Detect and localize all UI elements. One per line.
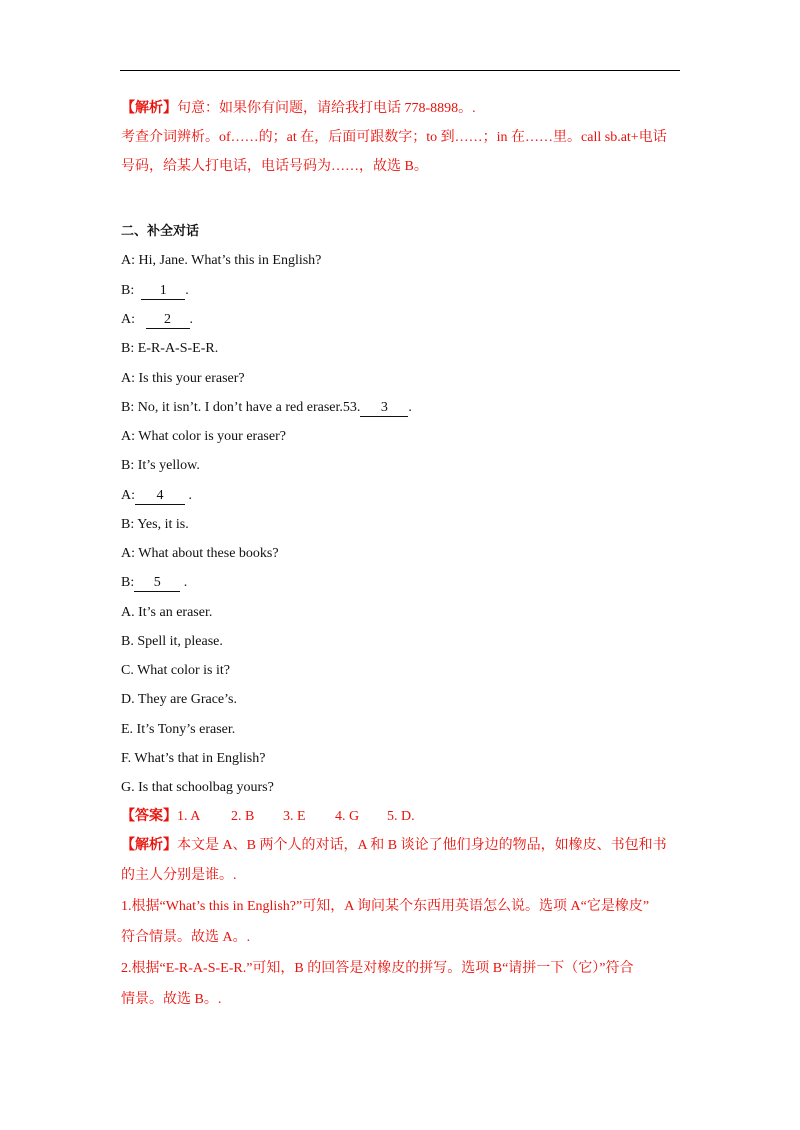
option-g: G. Is that schoolbag yours? — [121, 780, 274, 795]
option-e: E. It’s Tony’s eraser. — [121, 722, 236, 737]
dialogue-line — [121, 369, 691, 389]
blank-trailing-dot: . — [408, 400, 412, 415]
blank-trailing-dot: . — [189, 312, 193, 327]
analysis-main-line2: 的主人分别是谁。. — [121, 868, 237, 883]
answer-blank-3: 3 — [360, 400, 408, 417]
dialogue-line — [121, 544, 691, 564]
dialogue-text: What about these books? — [138, 546, 279, 561]
dialogue-line — [121, 281, 691, 301]
answer-item-3: 3. E — [283, 809, 306, 824]
option-c: C. What color is it? — [121, 663, 230, 678]
blank-trailing-dot: . — [183, 575, 188, 590]
answer-label: 【答案】 — [121, 809, 177, 824]
speaker-label: B: — [121, 283, 135, 298]
answer-blank-5: 5 — [134, 575, 180, 592]
dialogue-line — [121, 456, 691, 476]
speaker-label: A: — [121, 429, 135, 444]
speaker-label: A: — [121, 312, 135, 327]
dialogue-text: Is this your eraser? — [138, 371, 245, 386]
answer-item-4: 4. G — [335, 809, 360, 824]
analysis-point1-line1: 1.根据“What’s this in English?”可知，A 询问某个东西用英语怎么说。选项 A“它是橡皮” — [121, 899, 650, 914]
answer-item-1: 1. A — [177, 809, 201, 824]
analysis-point2-line2: 情景。故选 B。. — [121, 992, 222, 1007]
dialogue-text: Hi, Jane. What’s this in English? — [138, 253, 322, 268]
answer-blank-2: 2 — [146, 312, 190, 329]
option-b: B. Spell it, please. — [121, 634, 223, 649]
header-rule — [120, 70, 680, 71]
analysis-label: 【解析】 — [121, 838, 177, 853]
analysis-intro-line2: 考查介词辨析。of……的；at 在，后面可跟数字；to 到……；in 在……里。call sb.at+电话 — [121, 130, 667, 145]
answer-blank-4: 4 — [135, 488, 185, 505]
dialogue-text: It’s yellow. — [137, 458, 200, 473]
analysis-text: 句意：如果你有问题，请给我打电话 778-8898。. — [177, 101, 476, 116]
speaker-label: B: — [121, 400, 135, 415]
speaker-label: B: — [121, 458, 135, 473]
dialogue-text: What color is your eraser? — [138, 429, 286, 444]
answer-blank-1: 1 — [141, 283, 185, 300]
option-f: F. What’s that in English? — [121, 751, 266, 766]
speaker-label: A: — [121, 488, 135, 503]
option-a: A. It’s an eraser. — [121, 605, 213, 620]
dialogue-text: E-R-A-S-E-R. — [137, 341, 219, 356]
analysis-label: 【解析】 — [121, 101, 177, 116]
blank-trailing-dot: . — [185, 283, 189, 298]
analysis-text: 本文是 A、B 两个人的对话，A 和 B 谈论了他们身边的物品，如橡皮、书包和书 — [177, 838, 667, 853]
dialogue-line — [121, 398, 691, 418]
section-heading: 二、补全对话 — [121, 224, 200, 239]
dialogue-line — [121, 515, 691, 535]
speaker-label: B: — [121, 575, 135, 590]
dialogue-text: No, it isn’t. I don’t have a red eraser.53. — [137, 400, 361, 415]
analysis-main-line1 — [121, 836, 691, 856]
analysis-intro-line1 — [121, 99, 691, 119]
speaker-label: A: — [121, 371, 135, 386]
dialogue-line — [121, 573, 691, 593]
dialogue-line — [121, 427, 691, 447]
dialogue-line — [121, 339, 691, 359]
dialogue-text: Yes, it is. — [137, 517, 189, 532]
speaker-label: B: — [121, 517, 135, 532]
speaker-label: A: — [121, 253, 135, 268]
analysis-intro-line3: 号码，给某人打电话，电话号码为……，故选 B。 — [121, 159, 428, 174]
speaker-label: B: — [121, 341, 135, 356]
answer-item-2: 2. B — [231, 809, 255, 824]
answer-item-5: 5. D. — [387, 809, 415, 824]
speaker-label: A: — [121, 546, 135, 561]
option-d: D. They are Grace’s. — [121, 692, 237, 707]
answer-key — [121, 807, 691, 827]
analysis-point1-line2: 符合情景。故选 A。. — [121, 930, 251, 945]
dialogue-line — [121, 486, 691, 506]
analysis-point2-line1: 2.根据“E-R-A-S-E-R.”可知，B 的回答是对橡皮的拼写。选项 B“请拼一下（它）”符合 — [121, 961, 634, 976]
blank-trailing-dot: . — [188, 488, 192, 503]
dialogue-line — [121, 310, 691, 330]
dialogue-line — [121, 251, 691, 271]
